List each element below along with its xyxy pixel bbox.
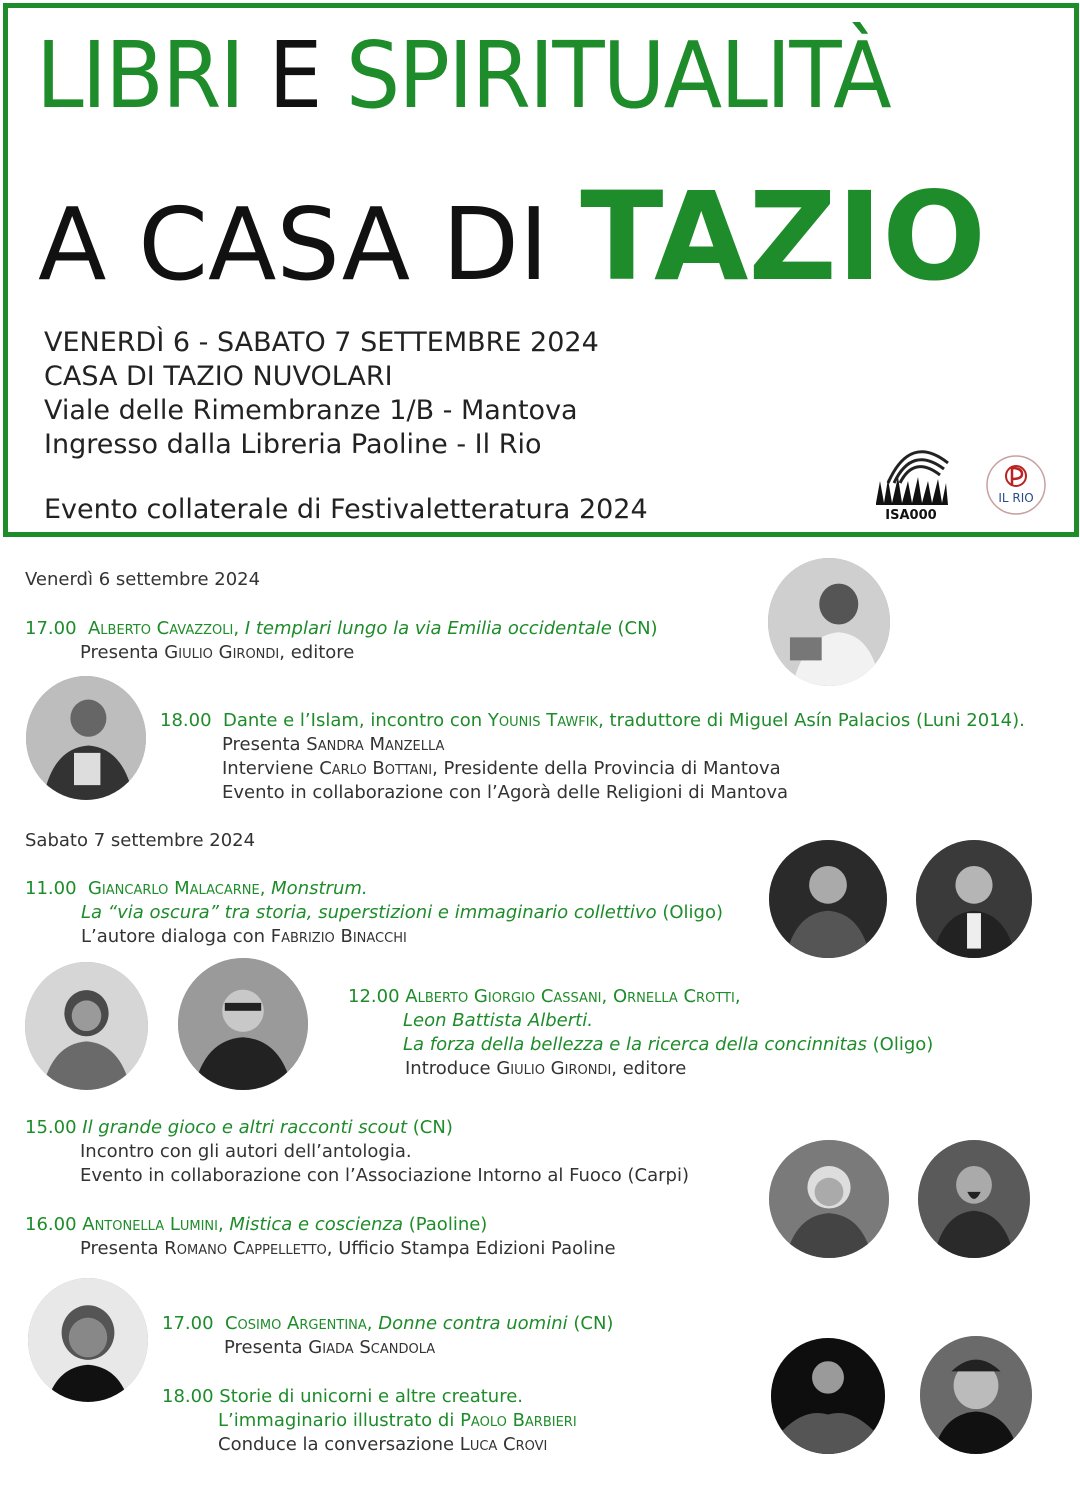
portrait-photo (25, 962, 148, 1090)
entrance-line: Ingresso dalla Libreria Paoline - Il Rio (44, 429, 542, 460)
event-1: 17.00 Alberto Cavazzoli, I templari lungo la via Emilia occidentale (CN) Presenta Giulio Girondi, editore (25, 618, 658, 663)
title-word-e: E (268, 22, 321, 129)
venue-line: CASA DI TAZIO NUVOLARI (44, 361, 393, 392)
subtitle-tazio: TAZIO (580, 166, 986, 308)
header-box (3, 3, 1079, 537)
portrait-photo (918, 1140, 1030, 1258)
subtitle-prefix: A CASA DI (38, 186, 549, 303)
portrait-photo (769, 1140, 889, 1258)
isa-logo (870, 433, 952, 525)
portrait-photo (916, 840, 1032, 958)
title-word-libri: LIBRI (36, 22, 243, 129)
event-2: 18.00 Dante e l’Islam, incontro con Younis Tawfik, traduttore di Miguel Asín Palacios (Luni 2014). Presenta Sandra Manzella Interviene Carlo Bottani, Presidente della Provincia di Mantova Evento in collaborazione con l’Agorà delle Religioni di Mantova (160, 710, 1025, 803)
subtitle (38, 166, 986, 308)
portrait-photo (771, 1338, 885, 1454)
il-rio-logo (980, 454, 1052, 516)
address-line: Viale delle Rimembranze 1/B - Mantova (44, 395, 578, 426)
event-4: 12.00 Alberto Giorgio Cassani, Ornella Crotti, Leon Battista Alberti. La forza della bellezza e la ricerca della concinnitas (Oligo) Introduce Giulio Girondi, editore (348, 986, 934, 1079)
portrait-photo (920, 1336, 1032, 1454)
main-title (36, 22, 890, 129)
date-line: VENERDÌ 6 - SABATO 7 SETTEMBRE 2024 (44, 327, 599, 358)
svg-text:IL RIO: IL RIO (998, 491, 1034, 505)
portrait-photo (178, 958, 308, 1090)
event-5: 15.00 Il grande gioco e altri racconti scout (CN) Incontro con gli autori dell’antologia. Evento in collaborazione con l’Associazione Intorno al Fuoco (Carpi) (25, 1117, 690, 1186)
event-1-author: Alberto Cavazzoli (87, 618, 234, 639)
event-7: 17.00 Cosimo Argentina, Donne contra uomini (CN) Presenta Giada Scandola (162, 1313, 614, 1358)
event-1-time: 17.00 (25, 618, 77, 639)
portrait-photo (768, 558, 890, 686)
event-1-title: I templari lungo la via Emilia occidentale (244, 618, 612, 639)
event-3: 11.00 Giancarlo Malacarne, Monstrum. La “via oscura” tra storia, superstizioni e immaginario collettivo (Oligo) L’autore dialoga con Fabrizio Binacchi (25, 878, 723, 947)
day2-heading: Sabato 7 settembre 2024 (25, 830, 256, 851)
day1-heading: Venerdì 6 settembre 2024 (25, 569, 261, 590)
svg-text:ISA000: ISA000 (885, 508, 937, 523)
portrait-photo (769, 840, 887, 958)
event-info (44, 326, 599, 462)
event-8: 18.00 Storie di unicorni e altre creature. L’immaginario illustrato di Paolo Barbieri Conduce la conversazione Luca Crovi (162, 1386, 577, 1455)
collateral-line: Evento collaterale di Festivaletteratura 2024 (44, 494, 648, 525)
portrait-photo (26, 676, 146, 800)
title-word-spiritualita: SPIRITUALITÀ (345, 22, 890, 129)
event-6: 16.00 Antonella Lumini, Mistica e coscienza (Paoline) Presenta Romano Cappelletto, Ufficio Stampa Edizioni Paoline (25, 1214, 616, 1259)
event-2-time: 18.00 (160, 710, 212, 731)
portrait-photo (28, 1278, 148, 1402)
